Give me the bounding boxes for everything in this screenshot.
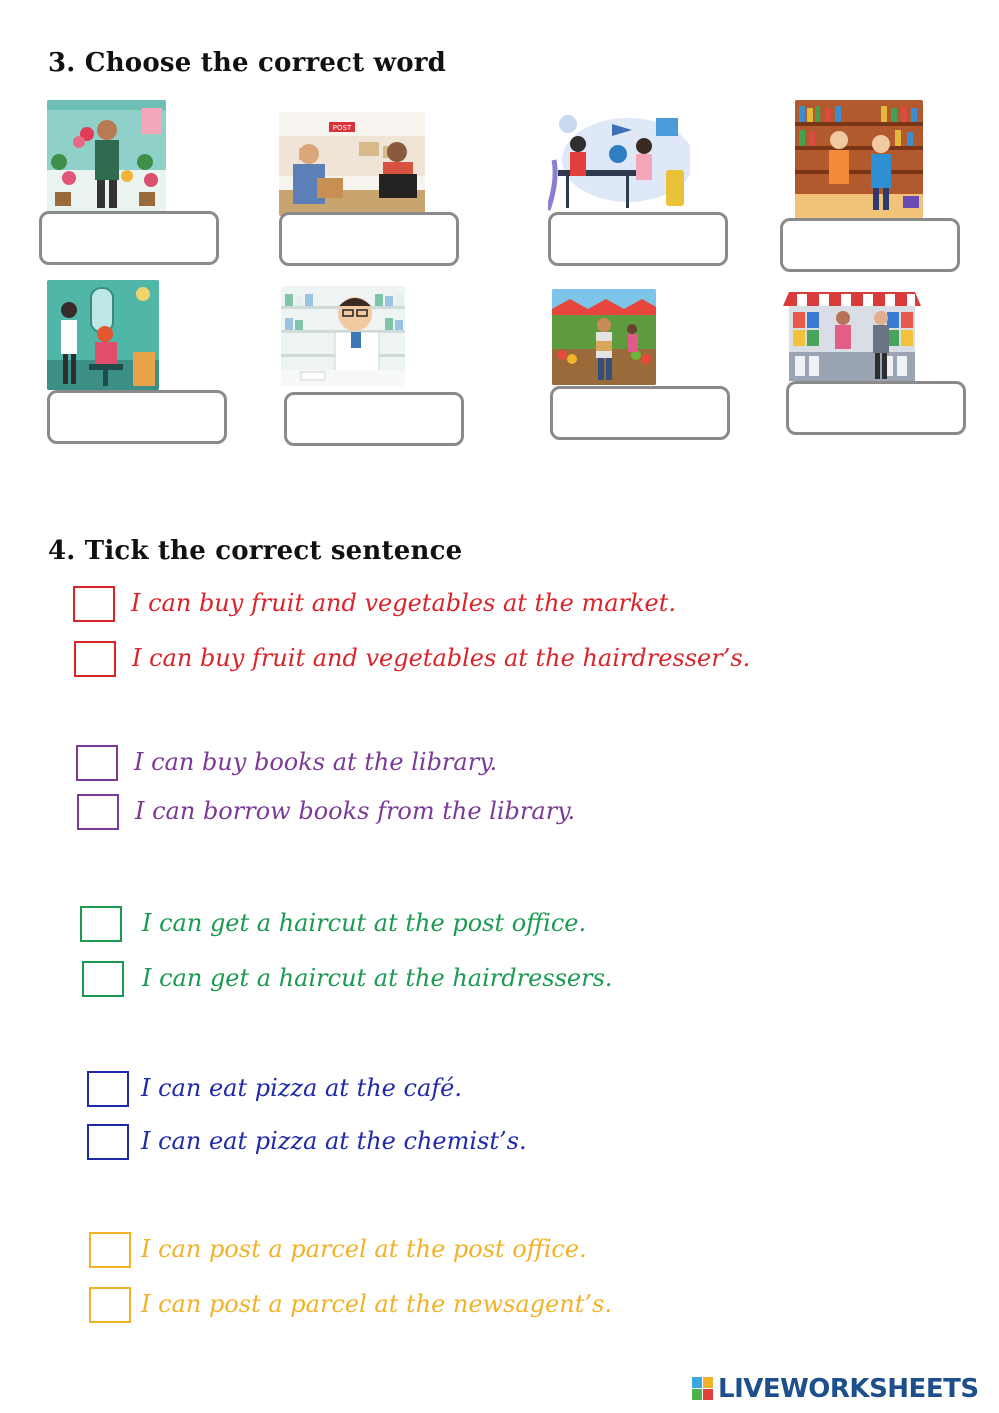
answer-box-5[interactable]: [47, 390, 227, 444]
sentence-text: I can post a parcel at the post office.: [141, 1235, 587, 1263]
answer-box-7[interactable]: [550, 386, 730, 440]
florist-picture: [47, 100, 166, 212]
sentence-row: [87, 1071, 807, 1111]
library-picture: [795, 100, 923, 218]
answer-box-4[interactable]: [780, 218, 960, 272]
logo-text: LIVEWORKSHEETS: [718, 1374, 979, 1404]
post-office-picture: [279, 112, 425, 216]
logo-mark-icon: [692, 1377, 714, 1401]
answer-box-8[interactable]: [786, 381, 966, 435]
post-sign-text: POST: [332, 124, 352, 132]
tick-checkbox[interactable]: [89, 1232, 131, 1268]
section-3-title: 3. Choose the correct word: [48, 48, 447, 78]
answer-box-1[interactable]: [39, 211, 219, 265]
sentence-text: I can buy fruit and vegetables at the hairdresser’s.: [132, 644, 751, 672]
sentence-text: I can post a parcel at the newsagent’s.: [141, 1290, 612, 1318]
sentence-row: [77, 794, 797, 834]
tick-checkbox[interactable]: [77, 794, 119, 830]
tick-checkbox[interactable]: [82, 961, 124, 997]
newsagent-picture: [783, 290, 921, 381]
sentence-row: [74, 641, 794, 681]
tick-checkbox[interactable]: [80, 906, 122, 942]
tick-checkbox[interactable]: [87, 1124, 129, 1160]
sentence-text: I can borrow books from the library.: [135, 797, 576, 825]
sentence-row: [89, 1287, 809, 1327]
sentence-row: [73, 586, 793, 626]
tick-checkbox[interactable]: [73, 586, 115, 622]
sentence-row: [87, 1124, 807, 1164]
tick-checkbox[interactable]: [87, 1071, 129, 1107]
tick-checkbox[interactable]: [76, 745, 118, 781]
hairdresser-picture: [47, 280, 159, 390]
sentence-row: [76, 745, 796, 785]
section-4-title: 4. Tick the correct sentence: [48, 536, 463, 566]
tick-checkbox[interactable]: [89, 1287, 131, 1323]
sentence-row: [82, 961, 802, 1001]
sentence-row: [89, 1232, 809, 1272]
sentence-text: I can get a haircut at the hairdressers.: [142, 964, 613, 992]
sentence-row: [80, 906, 800, 946]
tick-checkbox[interactable]: [74, 641, 116, 677]
answer-box-2[interactable]: [279, 212, 459, 266]
market-picture: [552, 289, 656, 385]
sentence-text: I can eat pizza at the chemist’s.: [141, 1127, 527, 1155]
answer-box-3[interactable]: [548, 212, 728, 266]
sentence-text: I can get a haircut at the post office.: [142, 909, 587, 937]
sentence-text: I can eat pizza at the café.: [141, 1074, 462, 1102]
answer-box-6[interactable]: [284, 392, 464, 446]
chemist-picture: [281, 286, 405, 387]
sentence-text: I can buy fruit and vegetables at the market.: [131, 589, 677, 617]
liveworksheets-logo: [692, 1372, 979, 1406]
travel-agent-picture: [548, 110, 690, 214]
sentence-text: I can buy books at the library.: [134, 748, 498, 776]
